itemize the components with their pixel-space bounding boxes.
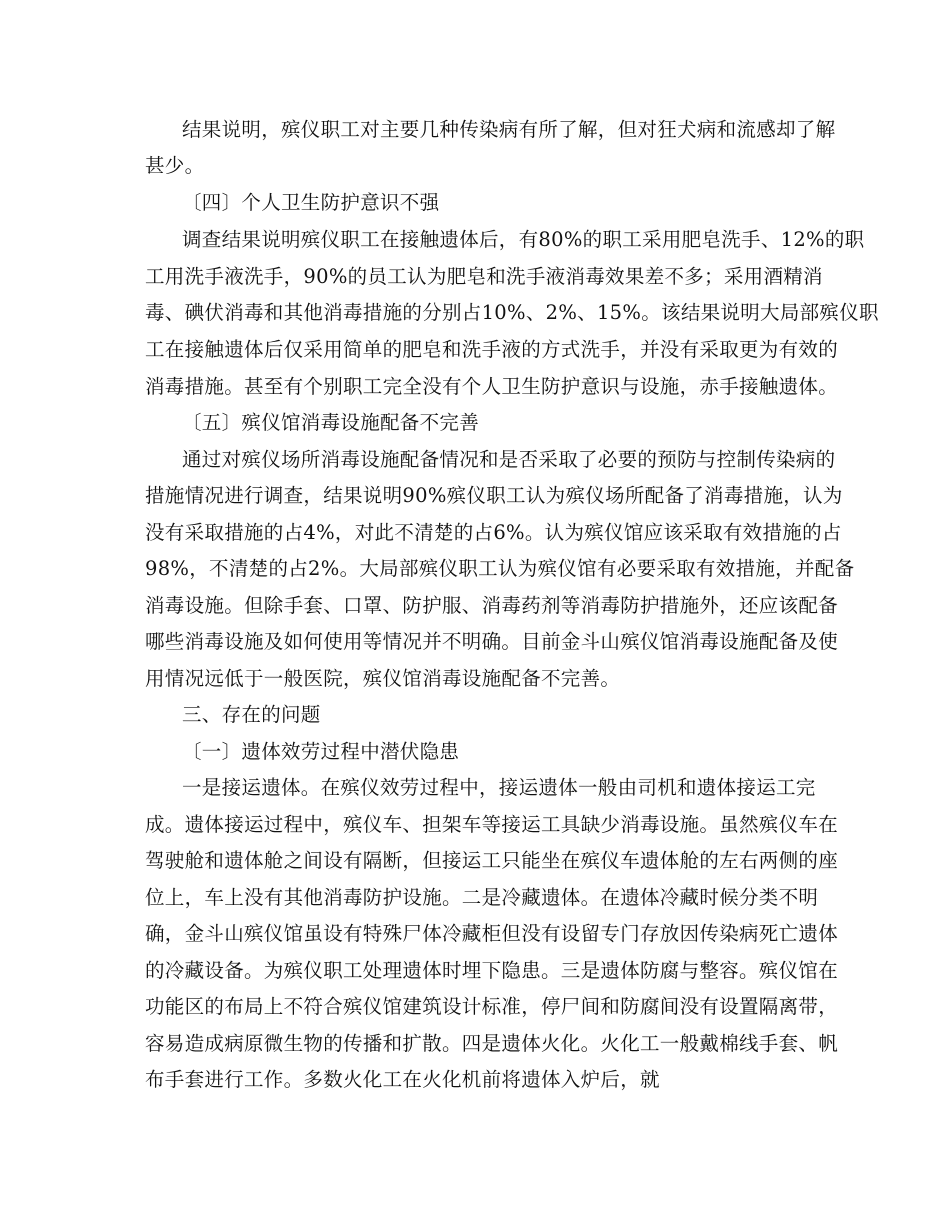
paragraph-line: 确，金斗山殡仪馆虽设有特殊尸体冷藏柜但没有设留专门存放因传染病死亡遗体 (145, 922, 839, 945)
paragraph-line: 一是接运遗体。在殡仪效劳过程中，接运遗体一般由司机和遗体接运工完 (182, 776, 816, 799)
paragraph-line: 结果说明，殡仪职工对主要几种传染病有所了解，但对狂犬病和流感却了解 (182, 118, 836, 141)
paragraph-line: 没有采取措施的占4%，对此不清楚的占6%。认为殡仪馆应该采取有效措施的占 (145, 521, 842, 544)
paragraph-line: 通过对殡仪场所消毒设施配备情况和是否采取了必要的预防与控制传染病的 (182, 448, 836, 471)
paragraph-line: 毒、碘伏消毒和其他消毒措施的分别占10%、2%、15%。该结果说明大局部殡仪职 (145, 301, 879, 324)
paragraph-line: 哪些消毒设施及如何使用等情况并不明确。目前金斗山殡仪馆消毒设施配备及使 (145, 630, 839, 653)
paragraph-line: 用情况远低于一般医院，殡仪馆消毒设施配备不完善。 (145, 667, 621, 690)
section-heading: 〔五〕殡仪馆消毒设施配备不完善 (182, 411, 480, 434)
paragraph-line: 功能区的布局上不符合殡仪馆建筑设计标准，停尸间和防腐间没有设置隔离带， (145, 995, 839, 1018)
paragraph-line: 98%，不清楚的占2%。大局部殡仪职工认为殡仪馆有必要采取有效措施，并配备 (145, 557, 855, 580)
paragraph-line: 调查结果说明殡仪职工在接触遗体后，有80%的职工采用肥皂洗手、12%的职 (182, 228, 865, 251)
paragraph-line: 的冷藏设备。为殡仪职工处理遗体时埋下隐患。三是遗体防腐与整容。殡仪馆在 (145, 959, 839, 982)
paragraph-line: 措施情况进行调查，结果说明90%殡仪职工认为殡仪场所配备了消毒措施，认为 (145, 484, 843, 507)
paragraph-line: 成。遗体接运过程中，殡仪车、担架车等接运工具缺少消毒设施。虽然殡仪车在 (145, 813, 839, 836)
section-heading: 三、存在的问题 (182, 703, 321, 726)
paragraph-line: 消毒措施。甚至有个别职工完全没有个人卫生防护意识与设施，赤手接触遗体。 (145, 375, 839, 398)
section-heading: 〔一〕遗体效劳过程中潜伏隐患 (182, 740, 460, 763)
paragraph-line: 甚少。 (145, 154, 205, 177)
section-heading: 〔四〕个人卫生防护意识不强 (182, 191, 440, 214)
paragraph-line: 驾驶舱和遗体舱之间设有隔断，但接运工只能坐在殡仪车遗体舱的左右两侧的座 (145, 849, 839, 872)
paragraph-line: 布手套进行工作。多数火化工在火化机前将遗体入炉后，就 (145, 1068, 660, 1091)
paragraph-line: 消毒设施。但除手套、口罩、防护服、消毒药剂等消毒防护措施外，还应该配备 (145, 594, 839, 617)
paragraph-line: 工用洗手液洗手，90%的员工认为肥皂和洗手液消毒效果差不多；采用酒精消 (145, 265, 823, 288)
paragraph-line: 位上，车上没有其他消毒防护设施。二是冷藏遗体。在遗体冷藏时候分类不明 (145, 886, 819, 909)
paragraph-line: 工在接触遗体后仅采用简单的肥皂和洗手液的方式洗手，并没有采取更为有效的 (145, 338, 839, 361)
paragraph-line: 容易造成病原微生物的传播和扩散。四是遗体火化。火化工一般戴棉线手套、帆 (145, 1032, 839, 1055)
